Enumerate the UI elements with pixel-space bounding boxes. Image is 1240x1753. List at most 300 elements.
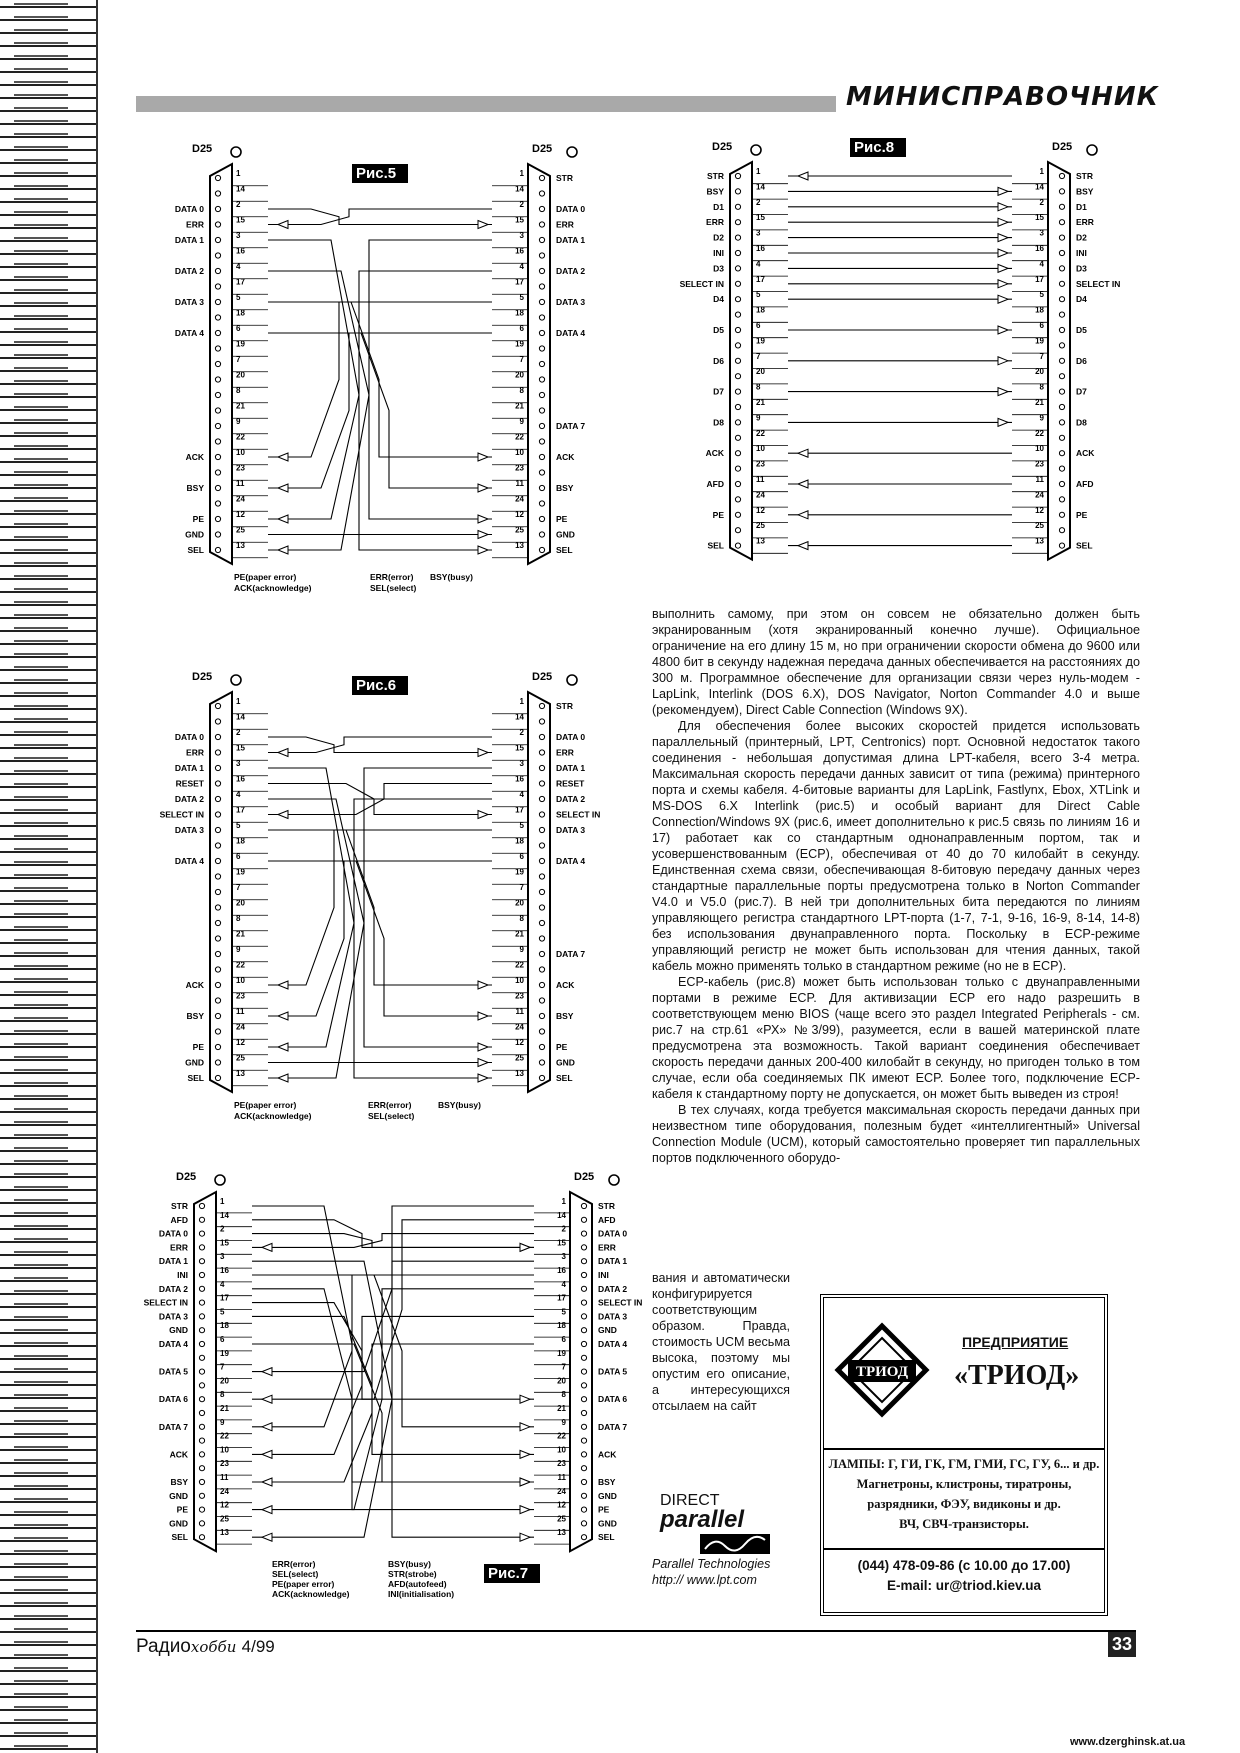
signal-label: INI — [1076, 248, 1087, 258]
pin-icon — [215, 516, 220, 521]
pin-icon — [215, 1029, 220, 1034]
pin-icon — [1059, 404, 1064, 409]
pin-icon — [581, 1217, 586, 1222]
pin-number: 10 — [515, 976, 524, 985]
pin-icon — [735, 543, 740, 548]
pin-icon — [735, 297, 740, 302]
pin-icon — [581, 1300, 586, 1305]
connector-label: D25 — [192, 671, 213, 683]
pin-icon — [215, 920, 220, 925]
arrow-icon — [262, 1423, 272, 1431]
pin-number: 1 — [220, 1197, 225, 1206]
pin-icon — [199, 1397, 204, 1402]
legend-item: PE(paper error) — [272, 1579, 335, 1590]
pin-icon — [539, 315, 544, 320]
legend-item: PE(paper error) — [234, 572, 297, 582]
signal-label: BSY — [556, 483, 574, 493]
pin-number: 9 — [236, 417, 241, 426]
pin-number: 19 — [756, 336, 765, 346]
signal-label: AFD — [706, 479, 724, 489]
pin-icon — [215, 703, 220, 708]
pin-icon — [735, 312, 740, 317]
signal-label: ERR — [556, 747, 574, 758]
pin-icon — [581, 1286, 586, 1291]
pin-icon — [215, 439, 220, 444]
signal-label: ERR — [598, 1242, 616, 1253]
pin-number: 21 — [515, 401, 524, 411]
pin-number: 21 — [756, 398, 765, 407]
signal-label: PE — [556, 514, 568, 524]
pin-icon — [199, 1507, 204, 1512]
signal-label: DATA 0 — [598, 1228, 628, 1239]
pin-number: 9 — [561, 1417, 566, 1427]
pin-icon — [539, 936, 544, 941]
pin-icon — [539, 253, 544, 258]
arrow-icon — [278, 221, 288, 229]
wire — [268, 333, 492, 488]
pin-icon — [581, 1272, 586, 1277]
signal-label: DATA 5 — [158, 1366, 188, 1377]
magazine-name-part: Радио — [136, 1636, 191, 1657]
pin-number: 19 — [515, 339, 524, 349]
pin-icon — [199, 1410, 204, 1415]
pin-number: 25 — [515, 525, 524, 535]
pin-icon — [215, 765, 220, 770]
pin-number: 9 — [1039, 413, 1044, 423]
arrow-icon — [478, 221, 488, 229]
pin-number: 9 — [236, 945, 241, 954]
signal-label: SEL — [171, 1532, 188, 1543]
pin-number: 8 — [220, 1390, 225, 1400]
arrow-icon — [278, 1012, 288, 1020]
pin-number: 20 — [236, 898, 245, 908]
pin-number: 8 — [1039, 382, 1044, 392]
pin-icon — [539, 1075, 544, 1080]
arrow-icon — [998, 388, 1008, 396]
pin-icon — [539, 796, 544, 801]
pin-number: 5 — [236, 821, 241, 830]
pin-icon — [199, 1314, 204, 1319]
pin-icon — [215, 175, 220, 180]
signal-label: PE — [712, 509, 724, 520]
pin-icon — [539, 1060, 544, 1065]
pin-number: 6 — [1039, 321, 1044, 330]
ad-phone[interactable]: (044) 478-09-86 (с 10.00 до 17.00) — [857, 1558, 1071, 1573]
pin-icon — [539, 516, 544, 521]
pin-number: 15 — [236, 743, 245, 753]
pin-number: 15 — [220, 1238, 229, 1248]
pin-number: 22 — [1035, 428, 1044, 438]
legend-item: ACK(acknowledge) — [234, 583, 312, 593]
legend-item: ERR(error) — [368, 1100, 412, 1110]
male-symbol-icon — [609, 1175, 619, 1185]
pin-icon — [1059, 204, 1064, 209]
legend-item: PE(paper error) — [234, 1100, 297, 1110]
pin-icon — [215, 268, 220, 273]
ad-line: ВЧ, СВЧ-транзисторы. — [899, 1517, 1029, 1531]
pin-icon — [735, 327, 740, 332]
signal-label: DATA 6 — [598, 1394, 628, 1405]
pin-icon — [581, 1479, 586, 1484]
connector-label: D25 — [176, 1171, 197, 1183]
signal-label: BSY — [186, 1011, 204, 1021]
ad-email[interactable]: E-mail: ur@triod.kiev.ua — [887, 1578, 1041, 1593]
pin-icon — [1059, 266, 1064, 271]
pin-icon — [1059, 451, 1064, 456]
pin-number: 22 — [236, 432, 245, 442]
signal-label: DATA 1 — [556, 763, 586, 773]
signal-label: ERR — [556, 219, 574, 230]
pin-icon — [215, 1013, 220, 1018]
signal-label: DATA 2 — [158, 1283, 188, 1294]
pin-number: 2 — [519, 200, 524, 209]
pin-number: 25 — [1035, 521, 1044, 531]
signal-label: GND — [169, 1325, 188, 1336]
connector-label: D25 — [1052, 141, 1073, 153]
signal-label: GND — [185, 529, 204, 540]
legend-item: ERR(error) — [370, 572, 414, 582]
pin-number: 14 — [557, 1210, 566, 1220]
pin-icon — [199, 1272, 204, 1277]
pin-icon — [1059, 235, 1064, 240]
pin-number: 17 — [515, 277, 524, 287]
signal-label: ACK — [556, 452, 575, 462]
pin-number: 3 — [1039, 228, 1044, 238]
pin-icon — [581, 1328, 586, 1333]
pin-number: 2 — [236, 200, 241, 209]
pin-number: 5 — [756, 290, 761, 300]
signal-label: DATA 5 — [598, 1366, 628, 1377]
arrow-icon — [278, 484, 288, 492]
pin-icon — [199, 1466, 204, 1471]
pin-number: 22 — [515, 960, 524, 970]
direct-parallel-logo — [660, 1492, 780, 1559]
arrow-icon — [520, 1478, 530, 1486]
pin-icon — [215, 361, 220, 366]
pin-icon — [735, 358, 740, 363]
pin-icon — [735, 235, 740, 240]
pin-icon — [215, 1075, 220, 1080]
pin-icon — [735, 250, 740, 255]
pin-icon — [539, 454, 544, 459]
pin-number: 23 — [515, 991, 524, 1001]
pin-icon — [215, 858, 220, 863]
pin-number: 1 — [236, 697, 241, 706]
pin-number: 9 — [519, 945, 524, 954]
signal-label: GND — [598, 1325, 617, 1336]
pin-number: 9 — [756, 413, 761, 423]
wire — [268, 799, 492, 1047]
pin-icon — [199, 1355, 204, 1360]
pin-number: 9 — [519, 417, 524, 426]
pin-number: 3 — [756, 228, 761, 238]
pin-number: 23 — [1035, 459, 1044, 469]
legend-item: ACK(acknowledge) — [272, 1589, 350, 1600]
pin-icon — [215, 532, 220, 537]
pin-icon — [581, 1245, 586, 1250]
pin-icon — [735, 512, 740, 517]
pin-number: 11 — [220, 1473, 229, 1482]
pin-number: 5 — [236, 293, 241, 302]
pin-icon — [1059, 327, 1064, 332]
ad-divider — [824, 1448, 1104, 1450]
pin-icon — [735, 451, 740, 456]
pin-icon — [215, 1060, 220, 1065]
pin-icon — [1059, 435, 1064, 440]
signal-label: DATA 1 — [158, 1256, 188, 1267]
arrow-icon — [998, 295, 1008, 303]
arrow-icon — [520, 1243, 530, 1251]
pin-icon — [581, 1341, 586, 1346]
pin-icon — [215, 951, 220, 956]
pin-number: 1 — [236, 169, 241, 178]
arrow-icon — [262, 1368, 272, 1376]
pin-number: 19 — [515, 867, 524, 877]
pin-number: 25 — [236, 1053, 245, 1063]
pin-number: 11 — [756, 475, 765, 484]
pin-number: 16 — [557, 1266, 566, 1275]
signal-label: D2 — [1076, 232, 1087, 243]
signal-label: DATA 4 — [556, 856, 586, 866]
signal-label: GND — [556, 1057, 575, 1068]
pin-icon — [539, 346, 544, 351]
arrow-icon — [278, 546, 288, 554]
signal-label: DATA 0 — [556, 732, 586, 742]
pin-icon — [581, 1314, 586, 1319]
pin-number: 2 — [519, 728, 524, 737]
pin-number: 2 — [220, 1224, 225, 1234]
pin-number: 18 — [236, 308, 245, 318]
pin-icon — [539, 423, 544, 428]
pin-number: 11 — [236, 1007, 245, 1016]
pin-icon — [215, 485, 220, 490]
pin-number: 12 — [236, 1038, 245, 1047]
arrow-icon — [520, 1450, 530, 1458]
pin-icon — [539, 889, 544, 894]
pin-number: 20 — [1035, 367, 1044, 377]
wire — [268, 333, 492, 488]
wire — [252, 1344, 534, 1482]
arrow-icon — [798, 480, 808, 488]
pin-icon — [199, 1424, 204, 1429]
pin-icon — [539, 1044, 544, 1049]
signal-label: D2 — [713, 232, 724, 243]
pin-number: 18 — [557, 1321, 566, 1331]
pin-icon — [539, 843, 544, 848]
pin-number: 9 — [220, 1417, 225, 1427]
pin-number: 22 — [756, 428, 765, 438]
arrow-icon — [262, 1243, 272, 1251]
male-symbol-icon — [231, 147, 241, 157]
signal-label: GND — [185, 1057, 204, 1068]
pin-icon — [215, 237, 220, 242]
signal-label: GND — [598, 1518, 617, 1529]
pin-icon — [581, 1535, 586, 1540]
pin-icon — [215, 889, 220, 894]
pin-icon — [199, 1452, 204, 1457]
male-symbol-icon — [567, 675, 577, 685]
pin-number: 18 — [236, 836, 245, 846]
site-url[interactable]: www.dzerghinsk.at.ua — [1070, 1736, 1186, 1748]
pin-icon — [539, 175, 544, 180]
connector-label: D25 — [574, 1171, 595, 1183]
connector-label: D25 — [712, 141, 733, 153]
pin-number: 18 — [515, 836, 524, 846]
pin-number: 5 — [220, 1307, 225, 1317]
signal-label: INI — [598, 1270, 609, 1280]
pin-number: 24 — [515, 494, 524, 504]
wire — [268, 209, 492, 225]
pin-number: 17 — [557, 1293, 566, 1303]
male-symbol-icon — [567, 147, 577, 157]
wire — [268, 799, 492, 1047]
arrow-icon — [262, 1450, 272, 1458]
signal-label: SELECT IN — [1076, 278, 1121, 289]
pin-icon — [1059, 528, 1064, 533]
signal-label: AFD — [170, 1214, 188, 1225]
figure-tag: Рис.5 — [356, 165, 397, 182]
arrow-icon — [998, 264, 1008, 272]
male-symbol-icon — [215, 1175, 225, 1185]
signal-label: DATA 0 — [174, 204, 204, 214]
pin-number: 13 — [236, 1069, 245, 1078]
wire — [268, 737, 492, 753]
pin-number: 14 — [515, 184, 524, 194]
pin-icon — [215, 315, 220, 320]
signal-label: SELECT IN — [598, 1297, 643, 1308]
signal-label: DATA 7 — [598, 1421, 628, 1432]
signal-label: BSY — [556, 1011, 574, 1021]
pin-number: 11 — [515, 1007, 524, 1016]
wire — [252, 1275, 534, 1427]
pin-number: 19 — [236, 867, 245, 877]
pin-icon — [735, 343, 740, 348]
pin-icon — [539, 299, 544, 304]
signal-label: D3 — [713, 263, 724, 274]
pin-icon — [215, 377, 220, 382]
pin-icon — [581, 1383, 586, 1388]
pin-icon — [581, 1521, 586, 1526]
pin-number: 20 — [515, 898, 524, 908]
arrow-icon — [262, 1506, 272, 1514]
pin-number: 12 — [236, 510, 245, 519]
pin-number: 1 — [561, 1197, 566, 1206]
signal-label: D8 — [1076, 417, 1087, 428]
signal-label: ACK — [705, 448, 724, 459]
pin-icon — [215, 843, 220, 848]
arrow-icon — [278, 1043, 288, 1051]
pin-number: 17 — [236, 805, 245, 815]
pin-number: 24 — [220, 1486, 229, 1496]
pin-number: 24 — [756, 490, 765, 500]
signal-label: D8 — [713, 417, 724, 428]
pin-number: 8 — [756, 382, 761, 392]
pin-icon — [581, 1507, 586, 1512]
arrow-icon — [478, 546, 488, 554]
article-paragraph: ECP-кабель (рис.8) может быть использован только с двунаправленными портами в режиме ECP. Для активизации ECP его надо разрешить в соответствующем меню BIOS (чаще всего это раздел Integrated Peripherals - см. рис.7 на стр.61 «РХ» №3/99), разумеется, если в вашей материнской плате предусмотрена эта возможность. Такой вариант соединения обеспечивает скорость передачи данных 200-400 килобайт в секунду, но пригоден только в том случае, если оба соединяемых ПК имеют ECP. Более того, подключение ECP-кабеля к стандартному порту не допускается, он может быть выведен из строя! — [652, 975, 1140, 1101]
pin-icon — [215, 206, 220, 211]
signal-label: STR — [556, 701, 573, 711]
signal-label: SELECT IN — [143, 1297, 188, 1308]
pin-icon — [199, 1328, 204, 1333]
pin-icon — [735, 220, 740, 225]
signal-label: ACK — [185, 980, 204, 990]
pin-icon — [539, 237, 544, 242]
pin-number: 14 — [236, 712, 245, 722]
signal-label: PE — [1076, 509, 1088, 520]
arrow-icon — [262, 1533, 272, 1541]
arrow-icon — [278, 515, 288, 523]
figure-tag: Рис.8 — [854, 139, 895, 156]
article-body — [652, 606, 1140, 1166]
pin-number: 4 — [561, 1279, 566, 1289]
signal-label: SEL — [187, 545, 204, 555]
signal-label: D7 — [1076, 386, 1087, 397]
arrow-icon — [478, 453, 488, 461]
magazine-name — [136, 1636, 275, 1658]
pin-icon — [539, 703, 544, 708]
pin-icon — [539, 361, 544, 366]
pin-icon — [1059, 420, 1064, 425]
pin-number: 10 — [557, 1445, 566, 1455]
signal-label: DATA 2 — [556, 794, 586, 804]
pin-number: 2 — [1039, 197, 1044, 207]
pin-number: 6 — [236, 852, 241, 861]
pin-icon — [539, 191, 544, 196]
pin-number: 12 — [220, 1500, 229, 1510]
pin-icon — [215, 734, 220, 739]
signal-label: DATA 3 — [174, 825, 204, 835]
signal-label: D6 — [1076, 355, 1087, 366]
pin-number: 18 — [756, 305, 765, 315]
pin-number: 24 — [236, 1022, 245, 1032]
pin-icon — [215, 454, 220, 459]
pin-icon — [215, 299, 220, 304]
signal-label: ERR — [186, 747, 204, 758]
signal-label: AFD — [598, 1214, 616, 1225]
arrow-icon — [278, 453, 288, 461]
pin-number: 22 — [557, 1431, 566, 1441]
signal-label: GND — [598, 1490, 617, 1501]
page-number: 33 — [1108, 1632, 1136, 1657]
signal-label: D5 — [1076, 325, 1087, 335]
ad-divider — [824, 1548, 1104, 1550]
pin-icon — [199, 1521, 204, 1526]
signal-label: DATA 0 — [556, 204, 586, 214]
pin-icon — [215, 967, 220, 972]
article-continuation — [652, 1270, 790, 1414]
pin-number: 18 — [1035, 305, 1044, 315]
pin-number: 20 — [236, 370, 245, 380]
arrow-icon — [478, 1043, 488, 1051]
pin-icon — [215, 719, 220, 724]
signal-label: DATA 3 — [174, 297, 204, 307]
pin-number: 1 — [519, 697, 524, 706]
pin-number: 5 — [519, 821, 524, 830]
arrow-icon — [798, 511, 808, 519]
pin-number: 4 — [756, 259, 761, 269]
pin-icon — [215, 750, 220, 755]
pin-number: 1 — [756, 167, 761, 176]
pin-icon — [539, 812, 544, 817]
pin-icon — [539, 284, 544, 289]
signal-label: STR — [171, 1201, 188, 1211]
pin-icon — [215, 796, 220, 801]
pin-number: 14 — [220, 1210, 229, 1220]
pin-number: 16 — [220, 1266, 229, 1275]
pin-number: 25 — [236, 525, 245, 535]
pin-number: 15 — [236, 215, 245, 225]
